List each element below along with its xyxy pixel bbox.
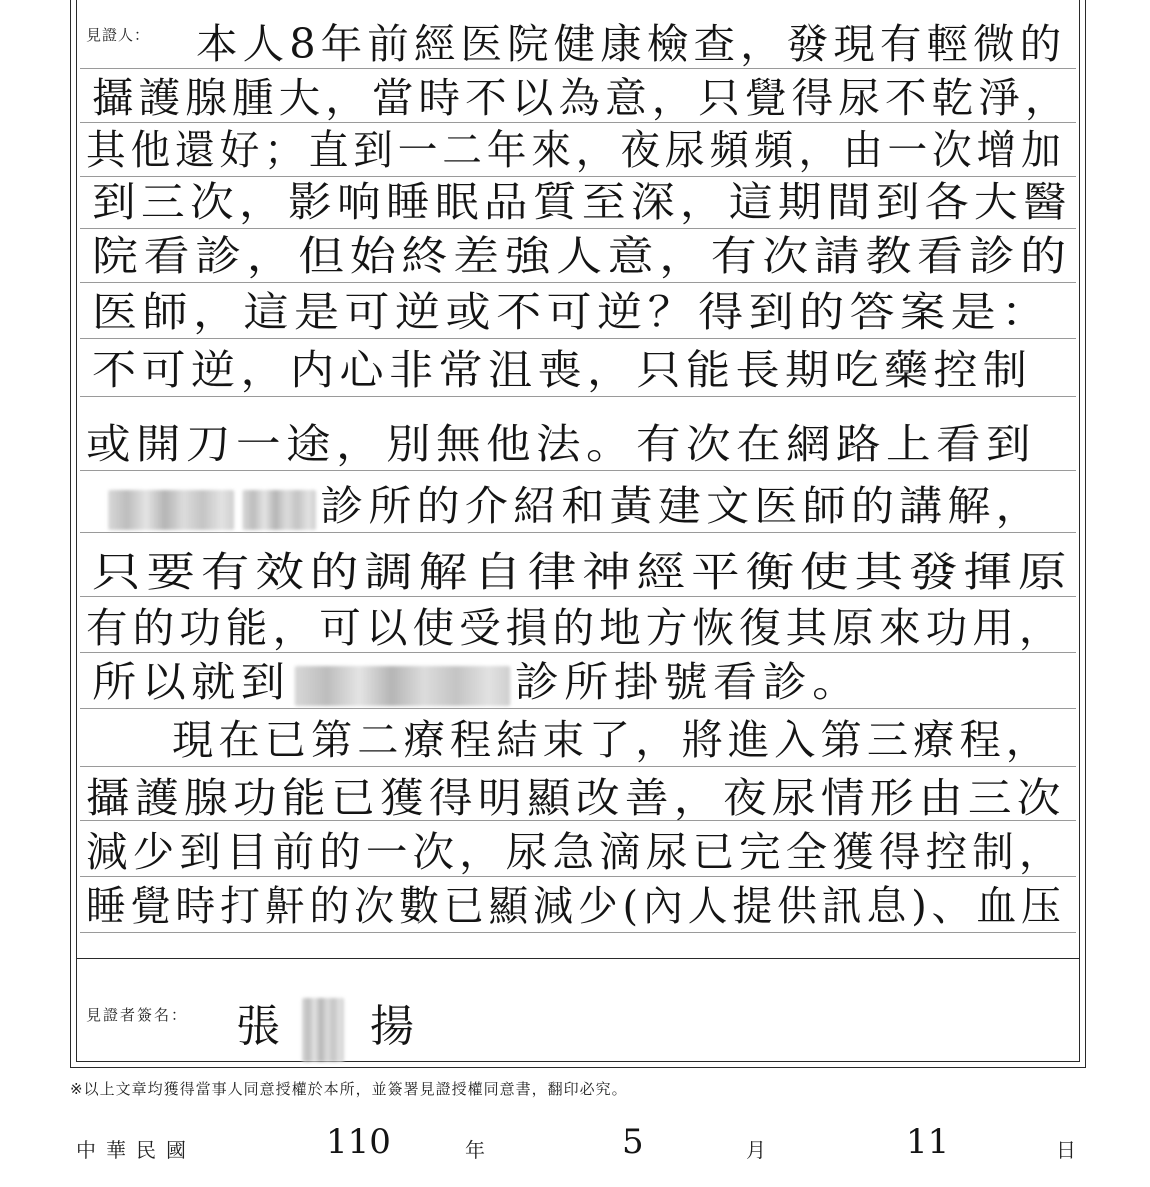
date-year-label: 年 [465, 1138, 495, 1162]
redacted-clinic-name [295, 666, 511, 706]
testimony-line: 攝護腺腫大，當時不以為意，只覺得尿不乾淨， [92, 74, 1072, 122]
testimony-line: 不可逆，内心非常沮喪，只能長期吃藥控制 [92, 346, 1033, 394]
date-month-label: 月 [746, 1138, 776, 1162]
signature-first-char: 張 [236, 1001, 280, 1052]
date-era-label: 中華民國 [76, 1138, 196, 1162]
ruled-line [80, 932, 1076, 933]
testimony-line [92, 658, 862, 706]
testimony-line: 減少到目前的一次，尿急滴尿已完全獲得控制， [86, 828, 1066, 876]
signature-label: 見證者簽名： [86, 1006, 189, 1024]
ruled-line [80, 532, 1076, 533]
ruled-line [80, 708, 1076, 709]
testimony-line: 或開刀一途，別無他法。有次在網路上看到 [86, 420, 1037, 468]
testimony-line: 只要有效的調解自律神經平衡使其發揮原 [92, 548, 1073, 596]
redacted-clinic-name [242, 490, 315, 530]
ruled-line [80, 766, 1076, 767]
testimony-line-text: 診所的介紹和黃建文医師的講解， [320, 482, 1044, 530]
ruled-line [80, 470, 1076, 471]
ruled-line [80, 876, 1076, 877]
signature-divider [76, 958, 1080, 959]
testimony-line: 攝護腺功能已獲得明顯改善，夜尿情形由三次 [86, 774, 1066, 822]
ruled-line [80, 228, 1076, 229]
redacted-name-block [302, 998, 344, 1062]
ruled-line [80, 282, 1076, 283]
testimony-line: 医師，這是可逆或不可逆？得到的答案是： [92, 288, 1052, 336]
witness-label: 見證人： [86, 26, 151, 44]
date-row [0, 1120, 1150, 1180]
testimony-line-text: 所以就到 [92, 658, 291, 706]
testimony-line: 現在已第二療程結束了，將進入第三療程， [172, 716, 1053, 764]
ruled-line [80, 68, 1076, 69]
ruled-line [80, 396, 1076, 397]
redacted-clinic-name [108, 490, 234, 530]
testimony-line-text: 診所掛號看診。 [514, 658, 862, 706]
signature-last-char: 揚 [370, 1001, 414, 1052]
date-day-value: 11 [906, 1122, 950, 1162]
ruled-line [80, 596, 1076, 597]
copyright-footnote: ※以上文章均獲得當事人同意授權於本所，並簽署見證授權同意書，翻印必究。 [70, 1080, 628, 1098]
ruled-line [80, 176, 1076, 177]
testimony-line: 到三次，影响睡眠品質至深，這期間到各大醫 [92, 178, 1072, 226]
date-day-label: 日 [1056, 1138, 1086, 1162]
date-year-value: 110 [326, 1122, 391, 1162]
testimony-line [104, 482, 1044, 530]
testimony-line: 其他還好；直到一二年來，夜尿頻頻，由一次增加 [86, 126, 1066, 174]
testimony-line: 本人8年前經医院健康檢查，發現有輕微的 [196, 20, 1067, 68]
testimony-line: 有的功能，可以使受損的地方恢復其原來功用， [86, 604, 1066, 652]
handwritten-signature [236, 990, 414, 1062]
ruled-line [80, 652, 1076, 653]
testimony-line: 院看診，但始終差強人意，有次請教看診的 [92, 232, 1072, 280]
testimony-line: 睡覺時打鼾的次數已顯減少(內人提供訊息)、血压 [86, 882, 1066, 930]
date-month-value: 5 [622, 1122, 644, 1162]
ruled-line [80, 338, 1076, 339]
ruled-line [80, 122, 1076, 123]
